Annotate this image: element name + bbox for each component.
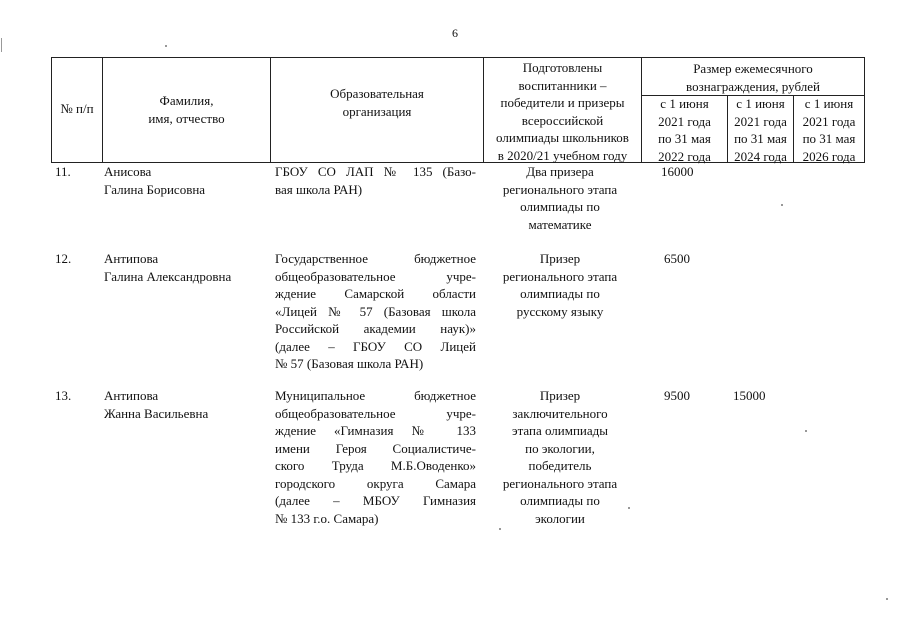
row-award-period-1: 16000	[661, 164, 694, 179]
header-award-group: Размер ежемесячного вознаграждения, рублей	[686, 61, 820, 94]
header-period-3: с 1 июня 2021 года по 31 мая 2026 года	[802, 96, 856, 164]
header-prepared: Подготовлены воспитанники – победители и призеры всероссийской олимпиады школьников в 2020/21 учебном году	[496, 60, 629, 163]
header-organization: Образовательная организация	[330, 86, 424, 119]
scan-speck	[628, 507, 630, 509]
header-number: № п/п	[60, 101, 94, 116]
scan-speck	[499, 528, 501, 530]
row-prepared: Призер заключительного этапа олимпиады по экологии, победитель регионального этапа олимпиады по экологии	[502, 388, 618, 526]
page-number: 6	[452, 26, 458, 40]
row-number: 11.	[55, 164, 71, 179]
row-organization: Муниципальное бюджетное общеобразовательное учре- ждение «Гимназия № 133 имени Героя Социалистиче- ского Труда М.Б.Оводенко» городского округа Самара (далее – МБОУ Гимназия № 133 г.о. Самара)	[275, 388, 476, 526]
header-period-1: с 1 июня 2021 года по 31 мая 2022 года	[658, 96, 711, 164]
header-period-2: с 1 июня 2021 года по 31 мая 2024 года	[734, 96, 787, 164]
scan-speck	[886, 598, 888, 600]
table-header	[51, 57, 865, 163]
row-number: 12.	[55, 251, 72, 266]
row-award-period-2: 15000	[733, 388, 766, 403]
row-award-period-1: 6500	[664, 251, 690, 266]
row-name: Анисова Галина Борисовна	[104, 164, 206, 197]
row-organization: Государственное бюджетное общеобразовательное учре- ждение Самарской области «Лицей № 57 (Базовая школа Российской академии наук)» (далее – ГБОУ СО Лицей № 57 (Базовая школа РАН)	[275, 251, 476, 371]
scan-speck	[781, 204, 783, 206]
scan-speck	[805, 430, 807, 432]
row-name: Антипова Жанна Васильевна	[104, 388, 209, 421]
row-number: 13.	[55, 388, 72, 403]
scan-edge-mark	[1, 38, 2, 52]
row-organization: ГБОУ СО ЛАП № 135 (Базо- вая школа РАН)	[275, 164, 476, 197]
row-prepared: Призер регионального этапа олимпиады по русскому языку	[502, 251, 618, 319]
scan-speck	[165, 45, 167, 47]
row-name: Антипова Галина Александровна	[104, 251, 232, 284]
row-award-period-1: 9500	[664, 388, 690, 403]
header-name: Фамилия, имя, отчество	[148, 93, 225, 126]
row-prepared: Два призера регионального этапа олимпиады по математике	[502, 164, 618, 232]
